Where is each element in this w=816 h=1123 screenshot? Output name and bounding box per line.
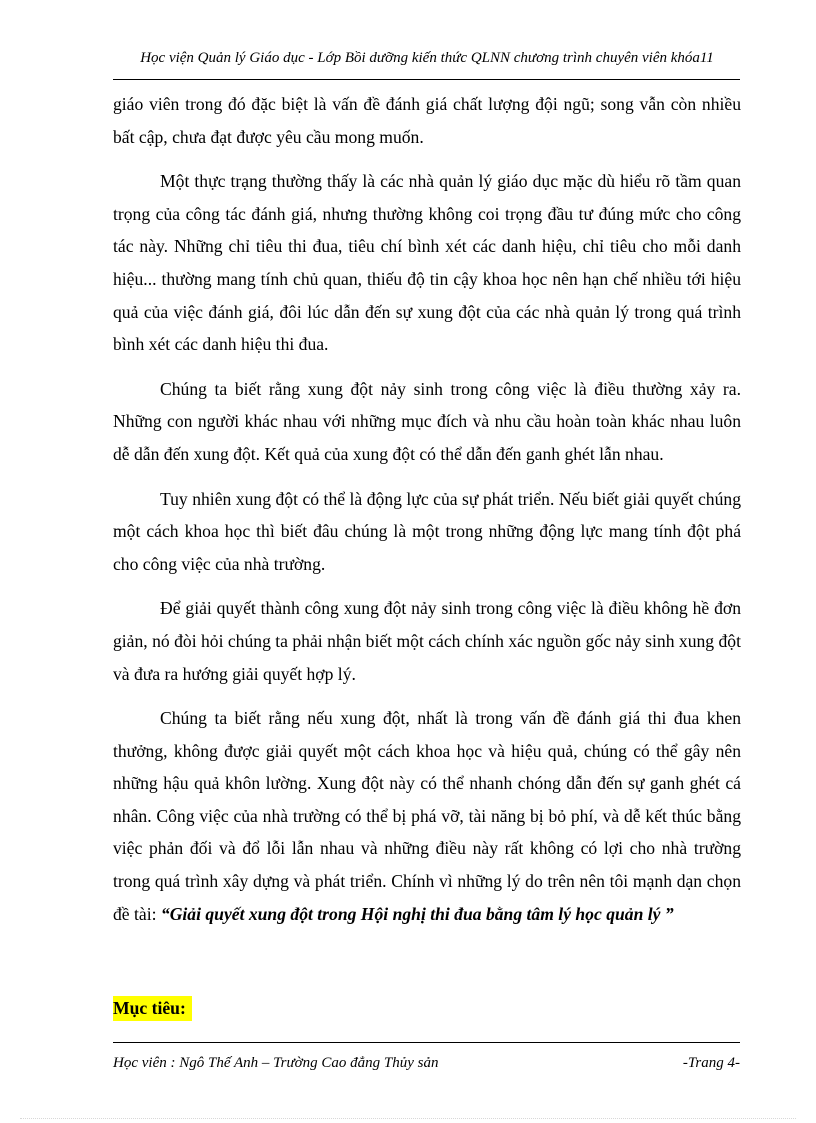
page-header: Học viện Quản lý Giáo dục - Lớp Bồi dưỡng kiến thức QLNN chương trình chuyên viên khóa11: [140, 50, 714, 66]
footer-author: Học viên : Ngô Thế Anh – Trường Cao đẳng Thủy sản: [113, 1055, 439, 1071]
paragraph: Tuy nhiên xung đột có thể là động lực của sự phát triển. Nếu biết giải quyết chúng một cách khoa học thì biết đâu chúng là một trong những động lực mang tính đột phá cho công việc của nhà trường.: [113, 488, 741, 574]
section-heading: Mục tiêu:: [113, 996, 192, 1021]
paragraph: Chúng ta biết rằng xung đột nảy sinh trong công việc là điều thường xảy ra. Những con người khác nhau với những mục đích và nhu cầu hoàn toàn khác nhau luôn dễ dẫn đến xung đột. Kết quả của xung đột có thể dẫn đến ganh ghét lẫn nhau.: [113, 378, 741, 464]
paragraph-continuation: giáo viên trong đó đặc biệt là vấn đề đánh giá chất lượng đội ngũ; song vẫn còn nhiều bất cập, chưa đạt được yêu cầu mong muốn.: [113, 94, 741, 147]
paragraph-topic: [113, 702, 741, 930]
page-number: -Trang 4-: [682, 1055, 740, 1071]
topic-title: “Giải quyết xung đột trong Hội nghị thi đua bằng tâm lý học quản lý ”: [160, 903, 674, 924]
footer-rule: [113, 1042, 740, 1043]
paragraph: Một thực trạng thường thấy là các nhà quản lý giáo dục mặc dù hiểu rõ tầm quan trọng của công tác đánh giá, nhưng thường không coi trọng đầu tư đúng mức cho công tác này. Những chỉ tiêu thi đua, tiêu chí bình xét các danh hiệu, chỉ tiêu cho mỗi danh hiệu... thường mang tính chủ quan, thiếu độ tin cậy khoa học nên hạn chế nhiều tới hiệu quả của việc đánh giá, đôi lúc dẫn đến sự xung đột của các nhà quản lý trong quá trình bình xét các danh hiệu thi đua.: [113, 171, 741, 355]
paragraph-topic-text: Chúng ta biết rằng nếu xung đột, nhất là trong vấn đề đánh giá thi đua khen thưởng, không được giải quyết một cách khoa học và hiệu quả, chúng có thể gây nên những hậu quả khôn lường. Xung đột này có thể nhanh chóng dẫn đến sự ganh ghét cá nhân. Công việc của nhà trường có thể bị phá vỡ, tài năng bị bỏ phí, và dễ kết thúc bằng việc phản đối và đổ lỗi lẫn nhau và những điều này rất không có lợi cho nhà trường trong quá trình xây dựng và phát triển. Chính vì những lý do trên nên tôi mạnh dạn chọn đề tài:: [113, 708, 741, 924]
page-edge: [20, 1118, 796, 1119]
header-rule: [113, 79, 740, 80]
document-body: [113, 88, 741, 942]
paragraph: Để giải quyết thành công xung đột nảy sinh trong công việc là điều không hề đơn giản, nó đòi hỏi chúng ta phải nhận biết một cách chính xác nguồn gốc nảy sinh xung đột và đưa ra hướng giải quyết hợp lý.: [113, 598, 741, 684]
